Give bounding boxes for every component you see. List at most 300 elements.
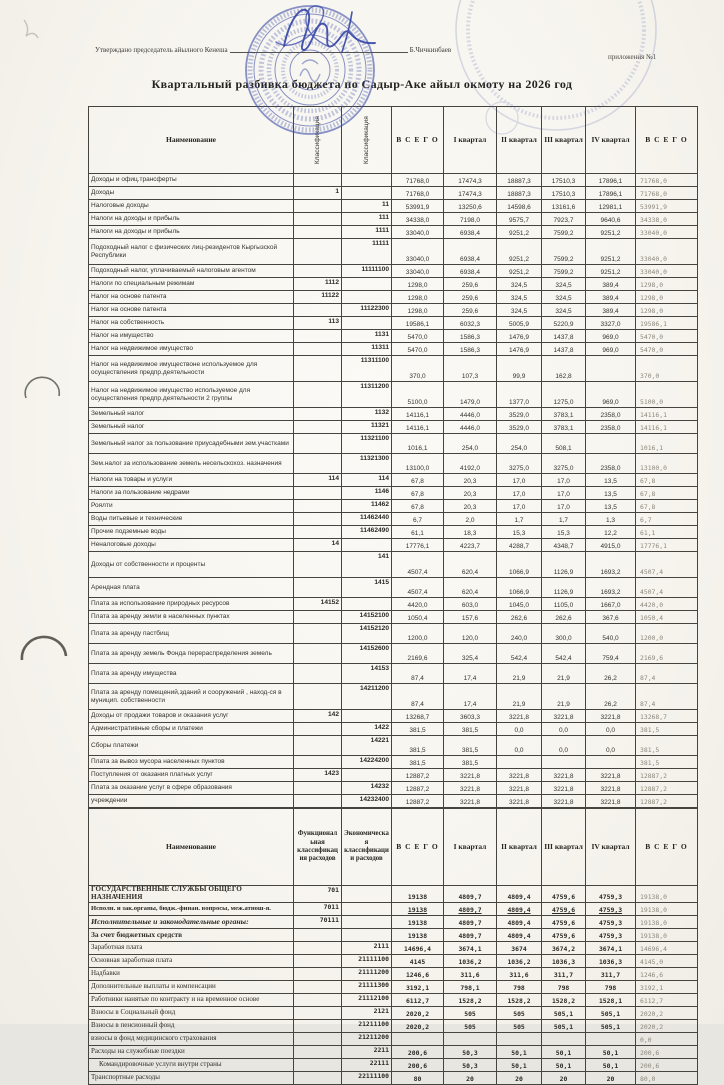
q2-cell: 9575,7 xyxy=(497,213,542,226)
q4-cell: 4759,3 xyxy=(586,928,636,941)
q3-cell: 17510,3 xyxy=(542,187,586,200)
q2-cell: 18887,3 xyxy=(497,174,542,187)
classification-1-cell xyxy=(294,330,342,343)
functional-classification-cell: 701 xyxy=(294,886,342,903)
q2-cell xyxy=(497,1032,542,1045)
total-2-cell: 2020,2 xyxy=(636,1019,698,1032)
q1-cell: 3603,3 xyxy=(444,710,497,723)
classification-2-cell: 111 xyxy=(342,213,392,226)
classification-2-cell: 11311200 xyxy=(342,382,392,408)
q4-cell: 17896,1 xyxy=(586,187,636,200)
name-cell: Плата за аренду имущества xyxy=(89,664,294,684)
total-cell: 5100,0 xyxy=(392,382,444,408)
col-header-name: Наименование xyxy=(89,107,294,174)
total-cell: 1200,0 xyxy=(392,624,444,644)
total-2-cell: 33040,0 xyxy=(636,265,698,278)
q4-cell: 798 xyxy=(586,980,636,993)
q2-cell: 1045,0 xyxy=(497,598,542,611)
table-row xyxy=(89,1006,698,1019)
table-row xyxy=(89,200,698,213)
total-cell: 381,5 xyxy=(392,736,444,756)
total-2-cell: 3192,1 xyxy=(636,980,698,993)
q1-cell: 381,5 xyxy=(444,756,497,769)
q4-cell: 540,0 xyxy=(586,624,636,644)
col-header-q4: IV квартал xyxy=(586,107,636,174)
header-row xyxy=(89,809,698,886)
total-cell: 200,6 xyxy=(392,1058,444,1071)
q2-cell: 542,4 xyxy=(497,644,542,664)
total-cell: 6,7 xyxy=(392,513,444,526)
classification-2-cell: 11311 xyxy=(342,343,392,356)
q4-cell: 969,0 xyxy=(586,382,636,408)
total-2-cell: 200,6 xyxy=(636,1045,698,1058)
q3-cell: 505,1 xyxy=(542,1019,586,1032)
functional-classification-cell: 70111 xyxy=(294,915,342,928)
q2-cell: 3529,0 xyxy=(497,408,542,421)
q4-cell: 1693,2 xyxy=(586,578,636,598)
table-row xyxy=(89,265,698,278)
q4-cell: 3221,8 xyxy=(586,795,636,808)
q2-cell: 1036,2 xyxy=(497,954,542,967)
q3-cell: 17,0 xyxy=(542,474,586,487)
economic-classification-cell: 22111 xyxy=(342,1058,392,1071)
classification-1-cell: 1112 xyxy=(294,278,342,291)
q1-cell: 3221,8 xyxy=(444,795,497,808)
functional-classification-cell xyxy=(294,1032,342,1045)
q4-cell: 2358,0 xyxy=(586,408,636,421)
q2-cell: 324,5 xyxy=(497,278,542,291)
total-cell: 1050,4 xyxy=(392,611,444,624)
total-2-cell: 87,4 xyxy=(636,664,698,684)
table-row xyxy=(89,408,698,421)
q4-cell: 26,2 xyxy=(586,684,636,710)
classification-1-cell xyxy=(294,723,342,736)
economic-classification-cell: 21111100 xyxy=(342,954,392,967)
name-cell: взносы в фонд медицинского страхования xyxy=(89,1032,294,1045)
q3-cell: 15,3 xyxy=(542,526,586,539)
table-row xyxy=(89,769,698,782)
total-2-cell: 80,0 xyxy=(636,1071,698,1084)
q3-cell: 4759,6 xyxy=(542,915,586,928)
total-2-cell: 1016,1 xyxy=(636,434,698,454)
classification-1-cell xyxy=(294,624,342,644)
classification-2-cell: 11462440 xyxy=(342,513,392,526)
table-row xyxy=(89,624,698,644)
classification-2-cell: 1146 xyxy=(342,487,392,500)
classification-1-cell xyxy=(294,756,342,769)
total-2-cell: 19586,1 xyxy=(636,317,698,330)
total-cell: 12887,2 xyxy=(392,795,444,808)
q3-cell: 1105,0 xyxy=(542,598,586,611)
total-cell: 1016,1 xyxy=(392,434,444,454)
q4-cell: 4759,3 xyxy=(586,915,636,928)
total-cell: 381,5 xyxy=(392,723,444,736)
q4-cell xyxy=(586,756,636,769)
q2-cell: 254,0 xyxy=(497,434,542,454)
q2-cell: 262,6 xyxy=(497,611,542,624)
q4-cell: 3221,8 xyxy=(586,769,636,782)
col-header-name: Наименование xyxy=(89,809,294,886)
q4-cell: 1667,0 xyxy=(586,598,636,611)
classification-1-cell xyxy=(294,421,342,434)
total-cell: 19138 xyxy=(392,886,444,903)
total-2-cell: 6112,7 xyxy=(636,993,698,1006)
economic-classification-cell xyxy=(342,915,392,928)
classification-1-cell xyxy=(294,782,342,795)
table-row xyxy=(89,902,698,915)
q1-cell: 4809,7 xyxy=(444,886,497,903)
q1-cell: 6032,3 xyxy=(444,317,497,330)
q3-cell: 1036,3 xyxy=(542,954,586,967)
total-2-cell: 14116,1 xyxy=(636,421,698,434)
q3-cell: 1275,0 xyxy=(542,382,586,408)
name-cell: Поступления от оказания платных услуг xyxy=(89,769,294,782)
table-row xyxy=(89,343,698,356)
q1-cell: 505 xyxy=(444,1006,497,1019)
q3-cell: 542,4 xyxy=(542,644,586,664)
total-cell: 33040,0 xyxy=(392,226,444,239)
q1-cell: 381,5 xyxy=(444,736,497,756)
total-cell: 87,4 xyxy=(392,664,444,684)
q1-cell: 20,3 xyxy=(444,487,497,500)
economic-classification-cell: 22111100 xyxy=(342,1071,392,1084)
q3-cell: 311,7 xyxy=(542,967,586,980)
q2-cell: 0,0 xyxy=(497,736,542,756)
name-cell: Роялти xyxy=(89,500,294,513)
name-cell: Доходы от собственности и проценты xyxy=(89,552,294,578)
name-cell: Налог на основе патента xyxy=(89,291,294,304)
name-cell: Арендная плата xyxy=(89,578,294,598)
name-cell: Плата за оказание услуг в сфере образования xyxy=(89,782,294,795)
q2-cell: 1476,9 xyxy=(497,343,542,356)
col-header-classification-1: Классификация xyxy=(294,107,342,174)
q3-cell: 7923,7 xyxy=(542,213,586,226)
q3-cell: 4759,6 xyxy=(542,902,586,915)
q3-cell: 17,0 xyxy=(542,487,586,500)
total-cell: 1246,6 xyxy=(392,967,444,980)
q3-cell: 50,1 xyxy=(542,1045,586,1058)
total-2-cell: 5100,0 xyxy=(636,382,698,408)
q3-cell: 3221,8 xyxy=(542,769,586,782)
economic-classification-cell: 21211100 xyxy=(342,1019,392,1032)
name-cell: Неналоговые доходы xyxy=(89,539,294,552)
q1-cell: 259,6 xyxy=(444,304,497,317)
q4-cell: 2358,0 xyxy=(586,421,636,434)
q3-cell: 17510,3 xyxy=(542,174,586,187)
q1-cell: 20,3 xyxy=(444,500,497,513)
q1-cell: 4809,7 xyxy=(444,915,497,928)
classification-1-cell xyxy=(294,684,342,710)
q2-cell: 21,9 xyxy=(497,664,542,684)
q3-cell: 7599,2 xyxy=(542,265,586,278)
classification-1-cell xyxy=(294,200,342,213)
col-header-economic-classification: Экономическая классификации расходов xyxy=(342,809,392,886)
table-row xyxy=(89,598,698,611)
q1-cell: 107,3 xyxy=(444,356,497,382)
table-row xyxy=(89,1058,698,1071)
q3-cell: 3783,1 xyxy=(542,408,586,421)
revenue-table xyxy=(88,106,698,808)
classification-2-cell: 11111 xyxy=(342,239,392,265)
total-2-cell: 71768,0 xyxy=(636,187,698,200)
q2-cell: 3275,0 xyxy=(497,454,542,474)
total-2-cell: 67,8 xyxy=(636,500,698,513)
q1-cell: 1479,0 xyxy=(444,382,497,408)
q2-cell: 17,0 xyxy=(497,487,542,500)
q1-cell: 157,6 xyxy=(444,611,497,624)
name-cell: Налоговые доходы xyxy=(89,200,294,213)
q2-cell: 9251,2 xyxy=(497,239,542,265)
classification-2-cell xyxy=(342,598,392,611)
name-cell: Налоги за пользование недрами xyxy=(89,487,294,500)
q1-cell: 17,4 xyxy=(444,664,497,684)
q1-cell: 50,3 xyxy=(444,1058,497,1071)
q3-cell: 324,5 xyxy=(542,291,586,304)
classification-2-cell: 1131 xyxy=(342,330,392,343)
classification-1-cell xyxy=(294,226,342,239)
table-row xyxy=(89,736,698,756)
q2-cell: 99,9 xyxy=(497,356,542,382)
table-row xyxy=(89,330,698,343)
table-row xyxy=(89,278,698,291)
q1-cell: 798,1 xyxy=(444,980,497,993)
classification-2-cell: 1422 xyxy=(342,723,392,736)
q1-cell: 254,0 xyxy=(444,434,497,454)
q4-cell: 969,0 xyxy=(586,343,636,356)
q1-cell: 7198,0 xyxy=(444,213,497,226)
q4-cell: 969,0 xyxy=(586,330,636,343)
q1-cell: 17,4 xyxy=(444,684,497,710)
q3-cell: 262,6 xyxy=(542,611,586,624)
table-row xyxy=(89,993,698,1006)
table-row xyxy=(89,684,698,710)
total-cell: 2020,2 xyxy=(392,1019,444,1032)
q4-cell: 389,4 xyxy=(586,291,636,304)
name-cell: учреждении xyxy=(89,795,294,808)
q1-cell: 259,6 xyxy=(444,278,497,291)
q1-cell: 120,0 xyxy=(444,624,497,644)
table-row xyxy=(89,915,698,928)
classification-2-cell xyxy=(342,187,392,200)
classification-2-cell: 1132 xyxy=(342,408,392,421)
name-cell: Надбавки xyxy=(89,967,294,980)
q3-cell: 1,7 xyxy=(542,513,586,526)
functional-classification-cell xyxy=(294,1019,342,1032)
q2-cell: 15,3 xyxy=(497,526,542,539)
classification-1-cell xyxy=(294,265,342,278)
classification-2-cell xyxy=(342,710,392,723)
table-row xyxy=(89,552,698,578)
q2-cell: 20 xyxy=(497,1071,542,1084)
header-row xyxy=(89,107,698,174)
functional-classification-cell xyxy=(294,928,342,941)
q2-cell: 324,5 xyxy=(497,304,542,317)
economic-classification-cell xyxy=(342,902,392,915)
q2-cell: 4809,4 xyxy=(497,902,542,915)
total-cell: 5470,0 xyxy=(392,343,444,356)
total-2-cell: 4420,0 xyxy=(636,598,698,611)
q1-cell: 20,3 xyxy=(444,474,497,487)
table-row xyxy=(89,1032,698,1045)
q1-cell: 4809,7 xyxy=(444,928,497,941)
q1-cell: 17474,3 xyxy=(444,174,497,187)
total-2-cell: 19138,0 xyxy=(636,915,698,928)
classification-1-cell: 114 xyxy=(294,474,342,487)
col-header-total-2: В С Е Г О xyxy=(636,809,698,886)
q2-cell: 9251,2 xyxy=(497,226,542,239)
q1-cell: 3674,1 xyxy=(444,941,497,954)
functional-classification-cell: 7011 xyxy=(294,902,342,915)
q1-cell xyxy=(444,1032,497,1045)
functional-classification-cell xyxy=(294,1058,342,1071)
q4-cell: 505,1 xyxy=(586,1006,636,1019)
functional-classification-cell xyxy=(294,993,342,1006)
expenditure-rows xyxy=(89,886,698,1085)
approval-line xyxy=(95,44,451,54)
classification-2-cell: 14152100 xyxy=(342,611,392,624)
col-header-q4: IV квартал xyxy=(586,809,636,886)
revenue-rows xyxy=(89,174,698,808)
classification-1-cell xyxy=(294,487,342,500)
q4-cell: 1528,1 xyxy=(586,993,636,1006)
table-row xyxy=(89,941,698,954)
name-cell: Доходы xyxy=(89,187,294,200)
total-cell: 4420,0 xyxy=(392,598,444,611)
total-2-cell: 1050,4 xyxy=(636,611,698,624)
col-header-q2: II квартал xyxy=(497,107,542,174)
q2-cell: 17,0 xyxy=(497,500,542,513)
q1-cell: 4446,0 xyxy=(444,421,497,434)
total-cell: 61,1 xyxy=(392,526,444,539)
name-cell: Подоходный налог, уплачиваемый налоговым агентом xyxy=(89,265,294,278)
name-cell: Исполнительные и законодательные органы: xyxy=(89,915,294,928)
q1-cell: 50,3 xyxy=(444,1045,497,1058)
table-row xyxy=(89,434,698,454)
functional-classification-cell xyxy=(294,941,342,954)
economic-classification-cell: 21111300 xyxy=(342,980,392,993)
total-cell: 1298,0 xyxy=(392,291,444,304)
total-2-cell: 4507,4 xyxy=(636,578,698,598)
name-cell: Заработная плата xyxy=(89,941,294,954)
economic-classification-cell xyxy=(342,886,392,903)
q4-cell: 17896,1 xyxy=(586,174,636,187)
table-row xyxy=(89,795,698,808)
q4-cell: 0,0 xyxy=(586,723,636,736)
total-cell: 19138 xyxy=(392,902,444,915)
classification-1-cell: 113 xyxy=(294,317,342,330)
classification-1-cell xyxy=(294,239,342,265)
total-2-cell: 13100,0 xyxy=(636,454,698,474)
classification-2-cell xyxy=(342,278,392,291)
q4-cell: 13,5 xyxy=(586,487,636,500)
q4-cell: 3674,1 xyxy=(586,941,636,954)
total-2-cell: 67,8 xyxy=(636,474,698,487)
classification-2-cell: 11111100 xyxy=(342,265,392,278)
q4-cell: 3221,8 xyxy=(586,710,636,723)
total-2-cell: 2020,2 xyxy=(636,1006,698,1019)
table-row xyxy=(89,723,698,736)
q3-cell: 20 xyxy=(542,1071,586,1084)
q4-cell: 9251,2 xyxy=(586,226,636,239)
q1-cell: 3221,8 xyxy=(444,769,497,782)
table-row xyxy=(89,239,698,265)
total-2-cell: 6,7 xyxy=(636,513,698,526)
total-cell: 19138 xyxy=(392,928,444,941)
q4-cell xyxy=(586,434,636,454)
table-row xyxy=(89,954,698,967)
classification-1-cell: 14 xyxy=(294,539,342,552)
q1-cell: 6938,4 xyxy=(444,226,497,239)
q1-cell: 2,0 xyxy=(444,513,497,526)
name-cell: За счет бюджетных средств xyxy=(89,928,294,941)
classification-2-cell: 14232400 xyxy=(342,795,392,808)
name-cell: Плата за аренду помещений,зданий и сооружений , наход-ся в муницип. собственности xyxy=(89,684,294,710)
q3-cell: 1437,8 xyxy=(542,343,586,356)
hole-punch-mark xyxy=(22,377,66,660)
name-cell: Сборы платежи xyxy=(89,736,294,756)
q2-cell: 311,6 xyxy=(497,967,542,980)
total-cell: 67,8 xyxy=(392,487,444,500)
table-row xyxy=(89,710,698,723)
q1-cell: 1586,3 xyxy=(444,330,497,343)
total-cell: 19138 xyxy=(392,915,444,928)
q3-cell: 17,0 xyxy=(542,500,586,513)
q3-cell: 5220,9 xyxy=(542,317,586,330)
q2-cell: 1066,9 xyxy=(497,552,542,578)
functional-classification-cell xyxy=(294,967,342,980)
total-2-cell: 1298,0 xyxy=(636,278,698,291)
total-cell xyxy=(392,1032,444,1045)
q4-cell: 13,5 xyxy=(586,500,636,513)
table-row xyxy=(89,578,698,598)
total-cell: 2020,2 xyxy=(392,1006,444,1019)
q3-cell: 3221,8 xyxy=(542,795,586,808)
total-2-cell: 17776,1 xyxy=(636,539,698,552)
total-2-cell: 34338,0 xyxy=(636,213,698,226)
q3-cell: 1528,2 xyxy=(542,993,586,1006)
table-row xyxy=(89,1019,698,1032)
classification-2-cell: 11321 xyxy=(342,421,392,434)
total-2-cell: 1246,6 xyxy=(636,967,698,980)
table-row xyxy=(89,980,698,993)
total-2-cell: 61,1 xyxy=(636,526,698,539)
q4-cell: 4759,3 xyxy=(586,902,636,915)
q2-cell: 1377,0 xyxy=(497,382,542,408)
table-row xyxy=(89,356,698,382)
total-cell: 87,4 xyxy=(392,684,444,710)
total-cell: 5470,0 xyxy=(392,330,444,343)
name-cell: Взносы в Социальный фонд xyxy=(89,1006,294,1019)
name-cell: Налог на недвижимое имущество используемое для осуществления предпр.деятельности 2 группы xyxy=(89,382,294,408)
name-cell: Воды питьевые и технические xyxy=(89,513,294,526)
q4-cell: 12981,1 xyxy=(586,200,636,213)
classification-2-cell: 11462 xyxy=(342,500,392,513)
table-row xyxy=(89,187,698,200)
total-cell: 17776,1 xyxy=(392,539,444,552)
classification-1-cell xyxy=(294,304,342,317)
classification-1-cell: 1 xyxy=(294,187,342,200)
col-header-classification-2: Классификация xyxy=(342,107,392,174)
total-2-cell: 19138,0 xyxy=(636,902,698,915)
table-row xyxy=(89,474,698,487)
q2-cell: 4809,4 xyxy=(497,886,542,903)
name-cell: Плата за использование природных ресурсов xyxy=(89,598,294,611)
q1-cell: 1586,3 xyxy=(444,343,497,356)
q2-cell: 3674 xyxy=(497,941,542,954)
q2-cell: 17,0 xyxy=(497,474,542,487)
q3-cell: 0,0 xyxy=(542,723,586,736)
q1-cell: 4446,0 xyxy=(444,408,497,421)
